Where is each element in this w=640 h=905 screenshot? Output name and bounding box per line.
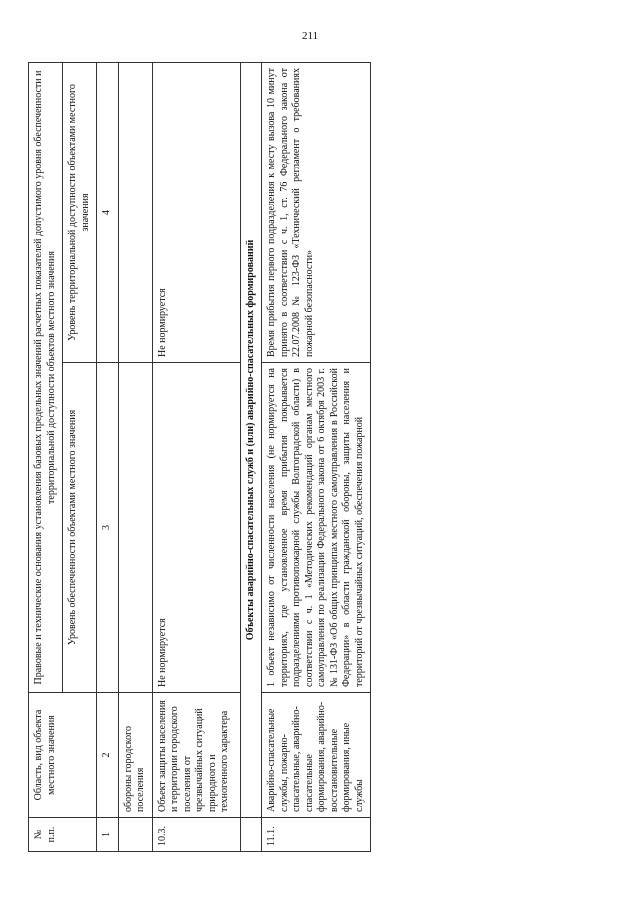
table-row: 11.1. Аварийно-спасательные службы, пожарно-спасательные, аварийно-спасательные формирования, аварийно-восстановительные формирования, иные службы 1 объект независимо от численности населения (не нормируется на территориях, где установленное время прибытия покрывается подразделениями противопожарной службы Волгоградской области) в соответствии с ч. 1 «Методических рекомендаций органам местного самоуправления по реализации Федерального закона от 6 октября 2003 г. № 131-ФЗ «Об общих принципах местного самоуправления в Российской Федерации» в области гражданской обороны, защиты населения и территорий от чрезвычайных ситуаций, обеспечения пожарной Время прибытия первого подразделения к месту вызова 10 минут принято в соответствии с ч. 1, ст. 76 Федерального закона от 22.07.2008 № 123-ФЗ «Технический регламент о требованиях пожарной безопасности» xyxy=(262,63,371,852)
hdr-area: Область, вид объекта местного значения xyxy=(29,693,97,818)
col-num: 2 xyxy=(97,693,119,818)
col-num: 4 xyxy=(97,63,119,363)
hdr-basis: Правовые и технические основания установления базовых предельных значений расчетных показателей допустимого уровня обеспеченности и территориальной доступности объектов местного значения xyxy=(29,63,63,693)
col-num: 1 xyxy=(97,818,119,852)
hdr-access: Уровень территориальной доступности объектами местного значения xyxy=(63,63,97,363)
section-title: Объекты аварийно-спасательных служб и (или) аварийно-спасательных формирований xyxy=(240,63,262,818)
table-row: обороны городского поселения xyxy=(118,63,152,852)
table-row: 10.3. Объект защиты населения и территории городского поселения от чрезвычайных ситуаций природного и техногенного характера Не нормируется Не нормируется xyxy=(152,63,240,852)
hdr-no: № п.п. xyxy=(29,818,97,852)
norms-table xyxy=(28,62,371,852)
page-number: 211 xyxy=(302,30,319,42)
col-num: 3 xyxy=(97,363,119,693)
hdr-supply: Уровень обеспеченности объектами местного значения xyxy=(63,363,97,693)
